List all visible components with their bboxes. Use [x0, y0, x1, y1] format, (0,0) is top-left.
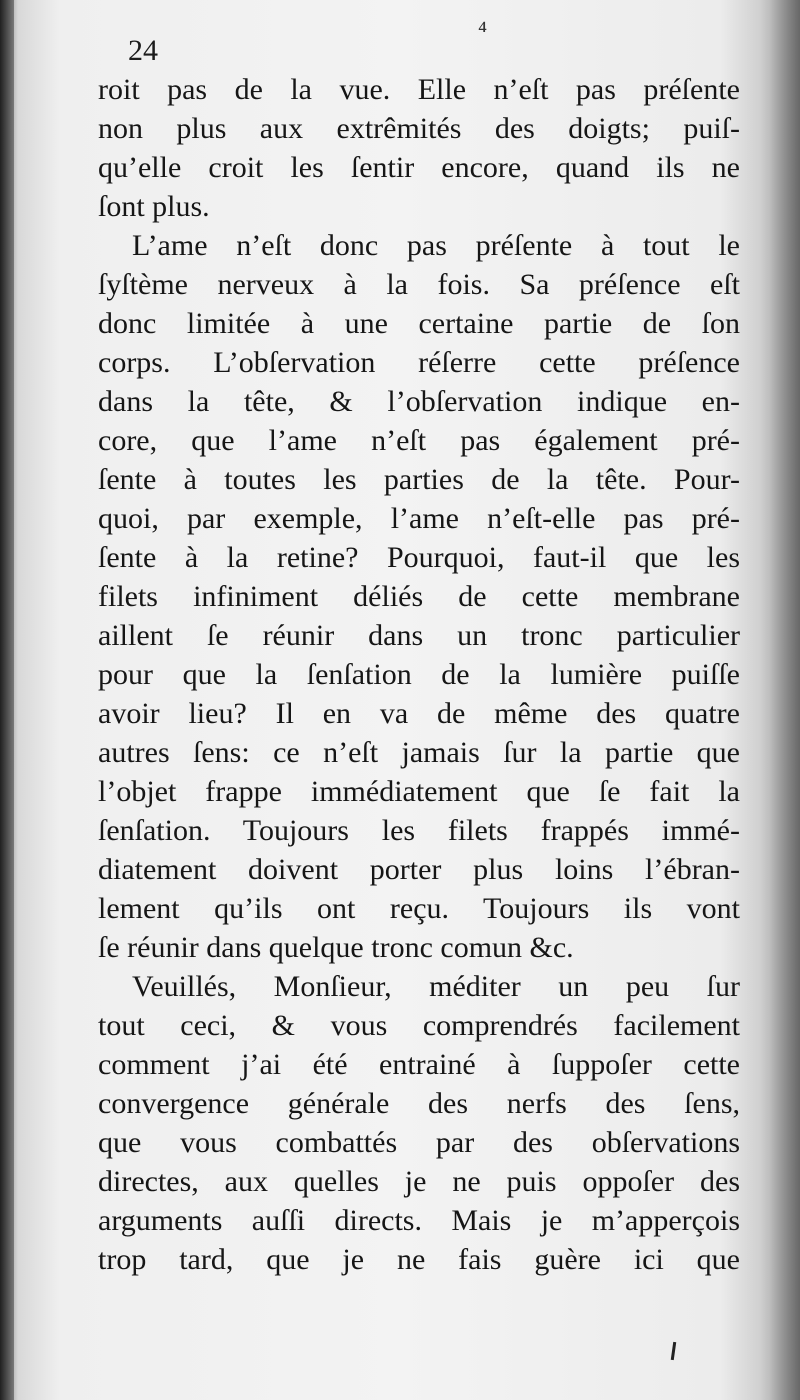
text-line: ſente à toutes les parties de la tête. Pour-	[98, 463, 740, 496]
text-line: ſe réunir dans quelque tronc comun &c.	[98, 931, 574, 964]
text-line: quoi, par exemple, l’ame n’eſt-elle pas pré-	[98, 502, 740, 535]
text-line: autres ſens: ce n’eſt jamais ſur la partie que	[98, 736, 740, 769]
text-line: donc limitée à une certaine partie de ſon	[98, 307, 740, 340]
top-mark: ⁴	[478, 16, 488, 45]
text-line: roit pas de la vue. Elle n’eſt pas préſente	[98, 73, 740, 106]
text-line: l’objet frappe immédiatement que ſe fait la	[98, 775, 740, 808]
text-line: dans la tête, & l’obſervation indique en-	[98, 385, 740, 418]
text-line: comment j’ai été entrainé à ſuppoſer cette	[98, 1048, 740, 1081]
text-line: ſente à la retine? Pourquoi, faut-il que les	[98, 541, 740, 574]
text-line: arguments auſſi directs. Mais je m’apperçois	[98, 1204, 740, 1237]
text-line: filets infiniment déliés de cette membrane	[98, 580, 740, 613]
text-line: ſont plus.	[98, 190, 210, 223]
text-line: lement qu’ils ont reçu. Toujours ils vont	[98, 892, 740, 925]
page-edge-shadow	[760, 0, 800, 1400]
text-line: tout ceci, & vous comprendrés facilement	[98, 1009, 740, 1042]
text-line: aillent ſe réunir dans un tronc particulier	[98, 619, 740, 652]
body-text	[98, 70, 740, 1279]
text-line: trop tard, que je ne fais guère ici que	[98, 1243, 740, 1276]
text-line: core, que l’ame n’eſt pas également pré-	[98, 424, 740, 457]
stray-ink-mark	[671, 1342, 676, 1360]
text-line: corps. L’obſervation réſerre cette préſence	[98, 346, 740, 379]
text-line: que vous combattés par des obſervations	[98, 1126, 740, 1159]
page-gutter-shadow	[0, 0, 14, 1400]
text-line: convergence générale des nerfs des ſens,	[98, 1087, 740, 1120]
text-line: avoir lieu? Il en va de même des quatre	[98, 697, 740, 730]
text-line: non plus aux extrêmités des doigts; puiſ-	[98, 112, 740, 145]
text-line: Veuillés, Monſieur, méditer un peu ſur	[132, 970, 740, 1003]
text-line: diatement doivent porter plus loins l’ébran-	[98, 853, 740, 886]
page-number: 24	[128, 34, 158, 67]
text-line: directes, aux quelles je ne puis oppoſer des	[98, 1165, 740, 1198]
text-line: L’ame n’eſt donc pas préſente à tout le	[132, 229, 740, 262]
text-line: ſyſtème nerveux à la fois. Sa préſence eſt	[98, 268, 740, 301]
text-line: qu’elle croit les ſentir encore, quand ils ne	[98, 151, 740, 184]
text-line: ſenſation. Toujours les filets frappés immé-	[98, 814, 740, 847]
text-line: pour que la ſenſation de la lumière puiſſe	[98, 658, 740, 691]
